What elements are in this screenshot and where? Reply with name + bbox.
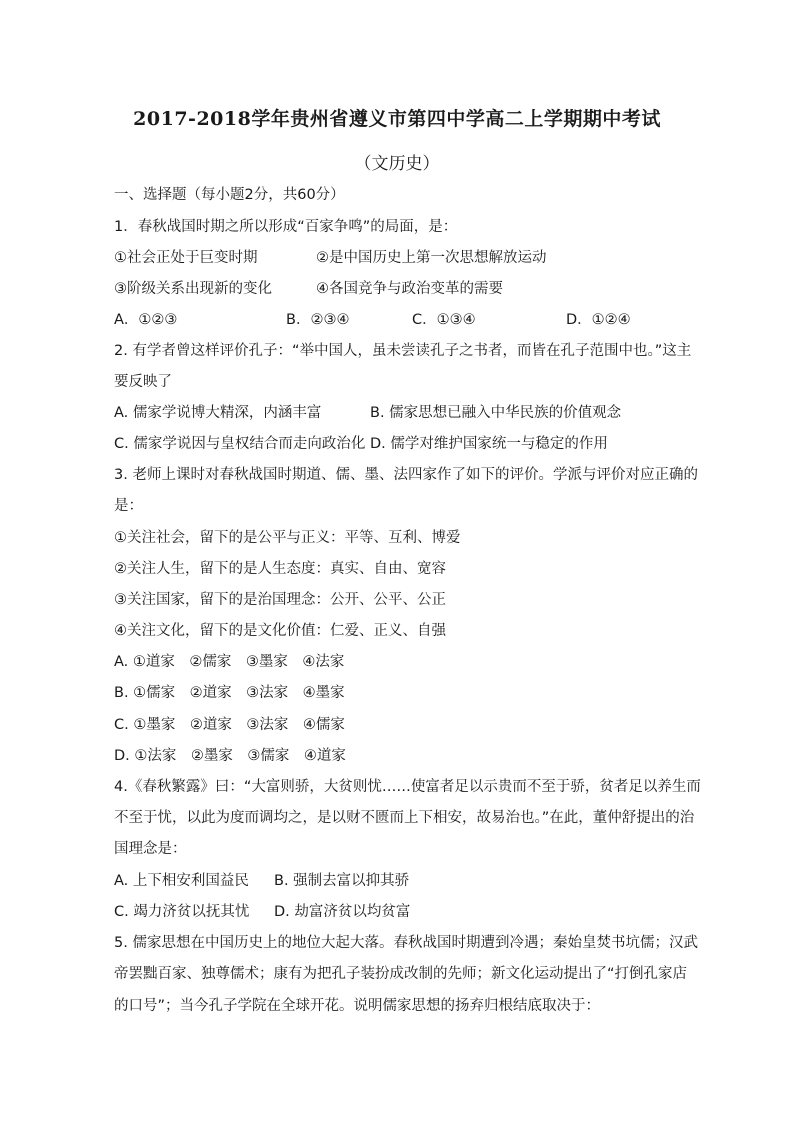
- question-4-option-c: C. 竭力济贫以抚其忧: [114, 904, 250, 920]
- question-2-option-d: D. 儒学对维护国家统一与稳定的作用: [370, 436, 608, 452]
- question-3-item-2: ②关注人生，留下的是人生态度：真实、自由、宽容: [114, 561, 446, 577]
- question-1-option-a: A．①②③: [114, 312, 178, 328]
- question-1-option-d: D．①②④: [566, 312, 631, 328]
- question-1-item-1: ①社会正处于巨变时期: [114, 250, 258, 266]
- question-1-item-2: ②是中国历史上第一次思想解放运动: [316, 250, 547, 266]
- question-1-option-c: C．①③④: [412, 312, 476, 328]
- question-1-item-4: ④各国竞争与政治变革的需要: [316, 281, 503, 297]
- exam-subtitle: （文历史）: [354, 154, 440, 174]
- question-3-item-4: ④关注文化，留下的是文化价值：仁爱、正义、自强: [114, 623, 446, 639]
- question-4-option-b: B. 强制去富以抑其骄: [274, 873, 410, 889]
- question-3-option-d: D. ①法家 ②墨家 ③儒家 ④道家: [114, 748, 346, 764]
- question-3-stem-line-1: 3. 老师上课时对春秋战国时期道、儒、墨、法四家作了如下的评价。学派与评价对应正确的: [114, 467, 698, 483]
- question-3-item-3: ③关注国家，留下的是治国理念：公开、公平、公正: [114, 592, 446, 608]
- question-1-stem: 1．春秋战国时期之所以形成“百家争鸣”的局面，是：: [114, 219, 458, 235]
- question-2-option-b: B. 儒家思想已融入中华民族的价值观念: [370, 405, 622, 421]
- question-4-stem-line-2: 不至于忧，以此为度而调均之，是以财不匮而上下相安，故易治也。”在此，董仲舒提出的治: [114, 810, 695, 826]
- question-4-option-a: A. 上下相安利国益民: [114, 873, 249, 889]
- question-5-stem-line-1: 5. 儒家思想在中国历史上的地位大起大落。春秋战国时期遭到冷遇；秦始皇焚书坑儒；汉武: [114, 935, 698, 951]
- question-5-stem-line-3: 的口号”；当今孔子学院在全球开花。说明儒家思想的扬弃归根结底取决于：: [114, 998, 601, 1014]
- question-1-item-3: ③阶级关系出现新的变化: [114, 281, 272, 297]
- question-4-stem-line-1: 4.《春秋繁露》曰：“大富则骄，大贫则忧……使富者足以示贵而不至于骄，贫者足以养生而: [114, 779, 701, 795]
- question-4-stem-line-3: 国理念是：: [114, 841, 187, 857]
- question-2-option-c: C. 儒家学说因与皇权结合而走向政治化: [114, 436, 366, 452]
- question-2-option-a: A. 儒家学说博大精深，内涵丰富: [114, 405, 322, 421]
- question-2-stem-line-1: 2. 有学者曾这样评价孔子：“举中国人，虽未尝读孔子之书者，而皆在孔子范围中也。”这主: [114, 343, 692, 359]
- exam-title: 2017-2018学年贵州省遵义市第四中学高二上学期期中考试: [133, 108, 661, 130]
- question-5-stem-line-2: 帝罢黜百家、独尊儒术；康有为把孔子装扮成改制的先师；新文化运动提出了“打倒孔家店: [114, 966, 688, 982]
- question-3-stem-line-2: 是：: [114, 498, 143, 514]
- question-2-stem-line-2: 要反映了: [114, 374, 172, 390]
- question-1-option-b: B．②③④: [286, 312, 350, 328]
- question-3-item-1: ①关注社会，留下的是公平与正义：平等、互利、博爱: [114, 530, 461, 546]
- question-4-option-d: D. 劫富济贫以均贫富: [274, 904, 411, 920]
- question-3-option-c: C. ①墨家 ②道家 ③法家 ④儒家: [114, 717, 345, 733]
- question-3-option-a: A. ①道家 ②儒家 ③墨家 ④法家: [114, 654, 345, 670]
- section-heading: 一、选择题（每小题2分，共60分）: [114, 187, 345, 203]
- question-3-option-b: B. ①儒家 ②道家 ③法家 ④墨家: [114, 685, 345, 701]
